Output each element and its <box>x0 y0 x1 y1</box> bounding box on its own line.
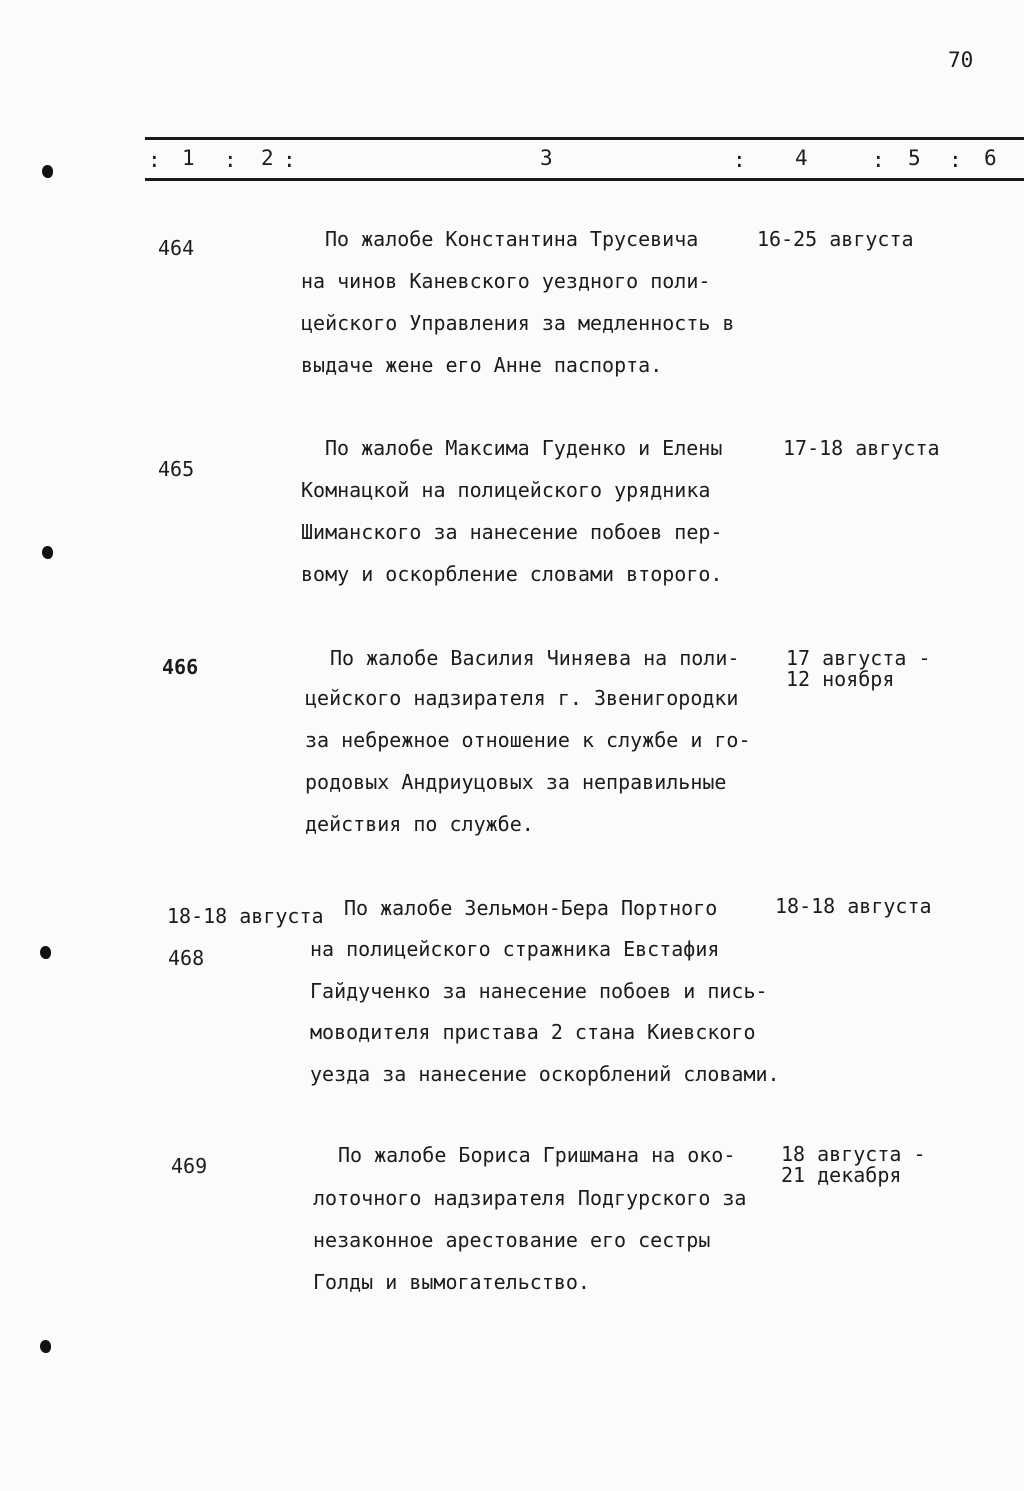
entry-text-line: уезда за нанесение оскорблений словами. <box>310 1062 780 1086</box>
column-separator: : <box>949 148 962 172</box>
column-5-label: 5 <box>908 146 921 170</box>
entry-date: 16-25 августа <box>757 227 914 251</box>
entry-text-line: Шиманского за нанесение побоев пер- <box>301 520 723 544</box>
entry-date: 18-18 августа <box>775 894 932 918</box>
entry-text-line: цейского Управления за медленность в <box>301 311 735 335</box>
entry-number: 465 <box>158 457 195 481</box>
entry-date: 21 декабря <box>781 1163 902 1187</box>
column-separator: : <box>283 148 296 172</box>
column-4-label: 4 <box>795 146 808 170</box>
entry-text-line: По жалобе Максима Гуденко и Елены <box>325 436 723 460</box>
entry-date: 17-18 августа <box>783 436 940 460</box>
entry-date: 18 августа - <box>781 1142 926 1166</box>
entry-text-line: выдаче жене его Анне паспорта. <box>301 353 663 377</box>
entry-text-line: Гайдученко за нанесение побоев и пись- <box>310 979 768 1003</box>
column-separator: : <box>148 148 161 172</box>
entry-text-line: цейского надзирателя г. Звенигородки <box>305 686 739 710</box>
entry-number: 469 <box>171 1154 208 1178</box>
entry-date: 12 ноября <box>786 667 895 691</box>
entry-text-line: на чинов Каневского уездного поли- <box>301 269 711 293</box>
punch-hole-mark <box>42 165 53 178</box>
header-top-rule <box>145 137 1024 140</box>
column-separator: : <box>872 148 885 172</box>
entry-date: 17 августа - <box>786 646 931 670</box>
entry-text-line: за небрежное отношение к службе и го- <box>305 728 751 752</box>
entry-number: 466 <box>162 655 199 679</box>
entry-number: 464 <box>158 236 195 260</box>
entry-text-line: Голды и вымогательство. <box>313 1270 590 1294</box>
entry-text-line: лоточного надзирателя Подгурского за <box>313 1186 747 1210</box>
column-1-label: 1 <box>182 146 195 170</box>
entry-text-line: По жалобе Зельмон-Бера Портного <box>344 896 718 920</box>
punch-hole-mark <box>42 546 53 559</box>
header-bottom-rule <box>145 178 1024 181</box>
entry-text-line: вому и оскорбление словами второго. <box>301 562 723 586</box>
entry-text-line: моводителя пристава 2 стана Киевского <box>310 1020 756 1044</box>
column-3-label: 3 <box>540 146 553 170</box>
column-6-label: 6 <box>984 146 997 170</box>
page-number: 70 <box>948 48 974 72</box>
punch-hole-mark <box>40 946 51 959</box>
punch-hole-mark <box>40 1340 51 1353</box>
column-2-label: 2 <box>261 146 274 170</box>
entry-text-line: незаконное арестование его сестры <box>313 1228 711 1252</box>
entry-left-date: 18-18 августа <box>167 904 324 928</box>
entry-text-line: По жалобе Василия Чиняева на поли- <box>330 646 740 670</box>
entry-text-line: Комнацкой на полицейского урядника <box>301 478 711 502</box>
entry-text-line: родовых Андриуцовых за неправильные <box>305 770 727 794</box>
column-separator: : <box>224 148 237 172</box>
entry-text-line: По жалобе Бориса Гришмана на око- <box>338 1143 736 1167</box>
entry-number: 468 <box>168 946 205 970</box>
entry-text-line: на полицейского стражника Евстафия <box>310 937 720 961</box>
entry-text-line: действия по службе. <box>305 812 534 836</box>
entry-text-line: По жалобе Константина Трусевича <box>325 227 699 251</box>
column-separator: : <box>733 148 746 172</box>
